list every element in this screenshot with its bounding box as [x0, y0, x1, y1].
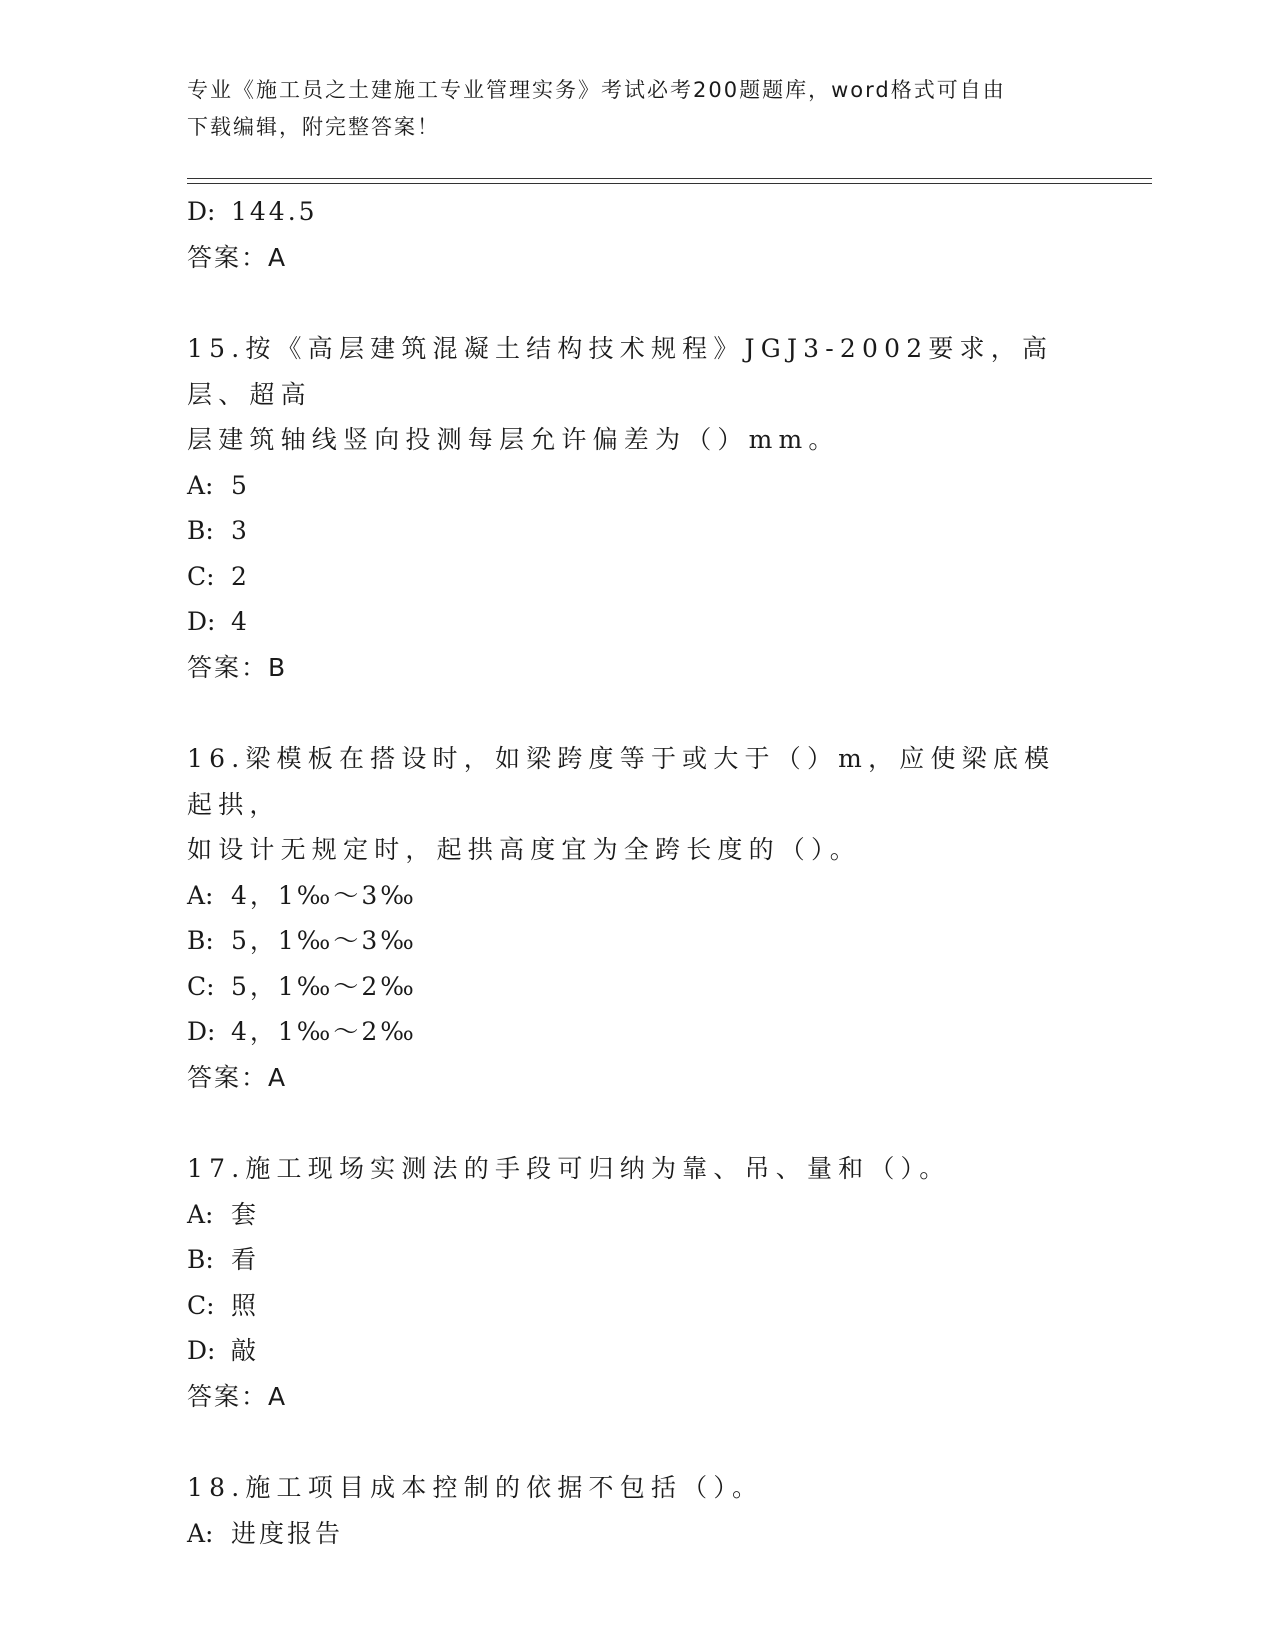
option-text: 看	[231, 1245, 260, 1274]
option-b	[187, 918, 1067, 964]
option-text: 5，1‰～2‰	[231, 971, 417, 1001]
option-text: 进度报告	[231, 1518, 344, 1548]
option-d	[187, 1328, 1067, 1374]
option-label: D:	[187, 197, 216, 226]
header-divider-bottom	[187, 183, 1152, 184]
header-divider-top	[187, 178, 1152, 179]
option-text: 5	[231, 470, 250, 500]
option-label: B:	[187, 926, 214, 955]
option-label: A:	[187, 1518, 214, 1548]
option-a	[187, 1192, 1067, 1238]
option-text: 套	[231, 1199, 260, 1229]
header-line-1: 专业《施工员之土建施工专业管理实务》考试必考200题题库，word格式可自由	[187, 78, 1006, 102]
question-16-stem-line-1: 16.梁模板在搭设时，如梁跨度等于或大于（）m，应使梁底模起拱，	[187, 744, 1056, 819]
option-d	[187, 1009, 1067, 1055]
option-text: 4	[231, 607, 250, 636]
option-text: 144.5	[231, 197, 318, 226]
answer-line: 答案：A	[187, 1381, 288, 1411]
option-a	[187, 463, 1067, 509]
option-label: A:	[187, 1199, 214, 1229]
option-a	[187, 1511, 1067, 1557]
question-16-stem-line-2: 如设计无规定时，起拱高度宜为全跨长度的（）。	[187, 835, 861, 864]
option-label: C:	[187, 971, 215, 1001]
option-label: D:	[187, 1017, 216, 1046]
option-b	[187, 1237, 1067, 1283]
option-a	[187, 873, 1067, 919]
question-15-stem-line-2: 层建筑轴线竖向投测每层允许偏差为（）mm。	[187, 425, 840, 454]
document-header	[187, 72, 1067, 146]
question-15-stem-line-1: 15.按《高层建筑混凝土结构技术规程》JGJ3-2002要求，高层、超高	[187, 334, 1054, 409]
option-text: 4，1‰～2‰	[231, 1017, 417, 1046]
option-text: 5，1‰～3‰	[231, 926, 417, 955]
answer-line: 答案：A	[187, 242, 288, 272]
header-line-2: 下载编辑，附完整答案！	[187, 115, 440, 139]
option-text: 照	[231, 1290, 260, 1320]
option-label: C:	[187, 561, 215, 591]
option-label: C:	[187, 1290, 215, 1320]
option-text: 2	[231, 561, 250, 591]
option-text: 3	[231, 516, 250, 545]
answer-line: 答案：A	[187, 1062, 288, 1092]
question-17-stem-line-1: 17.施工现场实测法的手段可归纳为靠、吊、量和（）。	[187, 1154, 951, 1183]
option-label: A:	[187, 470, 214, 500]
option-label: D:	[187, 1336, 216, 1365]
option-d	[187, 599, 1067, 645]
question-list	[187, 189, 1067, 1556]
option-label: A:	[187, 880, 214, 910]
answer-line: 答案：B	[187, 652, 288, 682]
option-b	[187, 508, 1067, 554]
option-c	[187, 554, 1067, 600]
option-text: 敲	[231, 1336, 260, 1365]
option-label: B:	[187, 1245, 214, 1274]
option-label: B:	[187, 516, 214, 545]
question-18-stem-line-1: 18.施工项目成本控制的依据不包括（）。	[187, 1473, 764, 1502]
option-label: D:	[187, 607, 216, 636]
option-text: 4，1‰～3‰	[231, 880, 417, 910]
option-c	[187, 964, 1067, 1010]
option-d	[187, 189, 1067, 235]
option-c	[187, 1283, 1067, 1329]
